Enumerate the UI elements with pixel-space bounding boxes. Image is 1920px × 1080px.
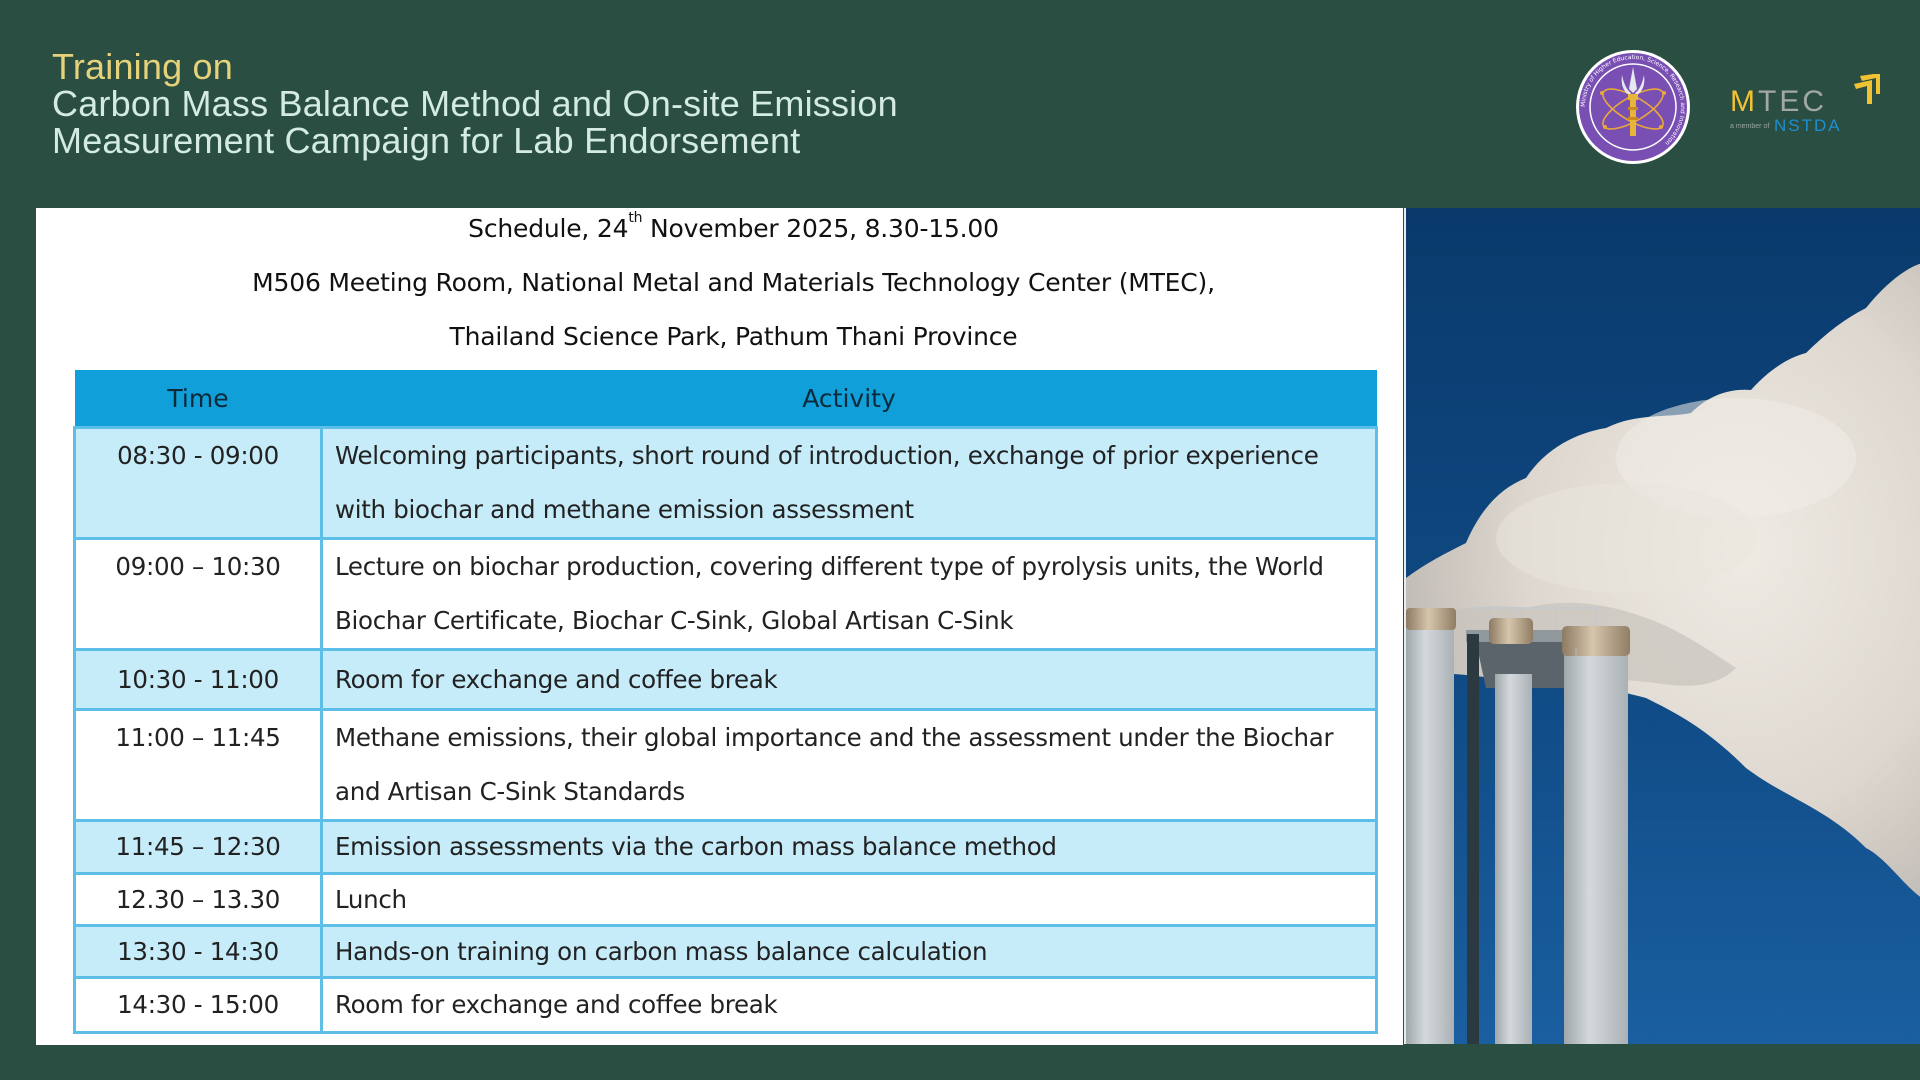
- mtec-chevron-icon: [1850, 74, 1882, 118]
- table-row: [75, 926, 1377, 978]
- schedule-date: Schedule, 24th November 2025, 8.30-15.00: [468, 210, 999, 243]
- table-row: [75, 821, 1377, 874]
- chimney-smoke-image: [1406, 208, 1920, 1044]
- mtec-member-of: a member of: [1730, 123, 1770, 130]
- svg-text:Ministry of Higher Education,: Ministry of Higher Education, Science, Research and Innovation: [1579, 53, 1687, 147]
- schedule-location-1: M506 Meeting Room, National Metal and Materials Technology Center (MTEC),: [252, 268, 1215, 297]
- activity-cell: Room for exchange and coffee break: [322, 650, 1377, 710]
- table-row: [75, 428, 1377, 539]
- activity-cell: Room for exchange and coffee break: [322, 978, 1377, 1033]
- time-cell: 11:00 – 11:45: [75, 710, 322, 821]
- table-row: [75, 650, 1377, 710]
- column-header-activity: Activity: [322, 370, 1377, 428]
- time-cell: 08:30 - 09:00: [75, 428, 322, 539]
- table-row: [75, 874, 1377, 926]
- mtec-wordmark: MTEC: [1730, 85, 1827, 118]
- table-row: [75, 539, 1377, 650]
- mtec-logo: [1726, 70, 1890, 142]
- mtec-nstda: NSTDA: [1774, 116, 1842, 135]
- activity-cell: Emission assessments via the carbon mass balance method: [322, 821, 1377, 874]
- slide-title: [52, 48, 898, 159]
- table-row: [75, 978, 1377, 1033]
- chimney-photo: [1404, 208, 1920, 1044]
- ministry-logo: [1575, 49, 1691, 165]
- activity-cell: Methane emissions, their global importance and the assessment under the Biochar and Artisan C-Sink Standards: [322, 710, 1377, 821]
- schedule-panel: [36, 208, 1403, 1045]
- time-cell: 13:30 - 14:30: [75, 926, 322, 978]
- title-line-1: Carbon Mass Balance Method and On-site Emission: [52, 83, 898, 124]
- activity-cell: Lecture on biochar production, covering different type of pyrolysis units, the World Biochar Certificate, Biochar C-Sink, Global Artisan C-Sink: [322, 539, 1377, 650]
- activity-cell: Welcoming participants, short round of introduction, exchange of prior experience with biochar and methane emission assessment: [322, 428, 1377, 539]
- column-header-time: Time: [75, 370, 322, 428]
- schedule-location-2: Thailand Science Park, Pathum Thani Province: [449, 322, 1018, 351]
- activity-cell: Hands-on training on carbon mass balance calculation: [322, 926, 1377, 978]
- activity-cell: Lunch: [322, 874, 1377, 926]
- table-header-row: [75, 370, 1377, 428]
- time-cell: 09:00 – 10:30: [75, 539, 322, 650]
- title-line-2: Measurement Campaign for Lab Endorsement: [52, 120, 801, 161]
- table-row: [75, 710, 1377, 821]
- title-kicker: Training on: [52, 46, 233, 87]
- time-cell: 14:30 - 15:00: [75, 978, 322, 1033]
- ministry-emblem-icon: [1575, 49, 1691, 165]
- time-cell: 12.30 – 13.30: [75, 874, 322, 926]
- schedule-table: [73, 370, 1378, 1034]
- time-cell: 11:45 – 12:30: [75, 821, 322, 874]
- time-cell: 10:30 - 11:00: [75, 650, 322, 710]
